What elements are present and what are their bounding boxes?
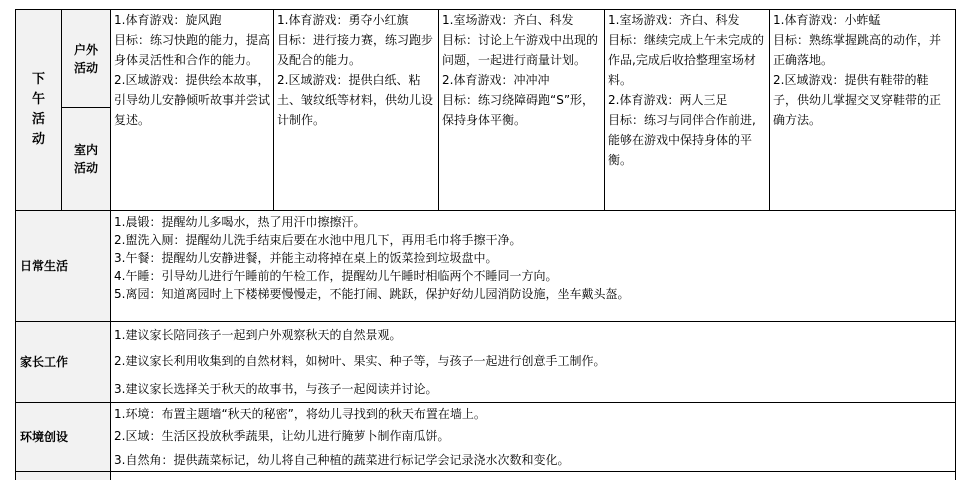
list-item: 1.环境：布置主题墙“秋天的秘密”，将幼儿寻找到的秋天布置在墙上。: [114, 407, 486, 421]
afternoon-day-3: 1.室场游戏：齐白、科发 目标：讨论上午游戏中出现的问题，一起进行商量计划。 2.体育游戏：冲冲冲 目标：练习绕障碍跑“S”形，保持身体平衡。: [439, 10, 605, 211]
parent-work-content: [111, 322, 956, 403]
list-item: 1.晨锻：提醒幼儿多喝水，热了用汗巾擦擦汗。: [114, 215, 366, 229]
indoor-activities-label: 室内活动: [62, 108, 111, 211]
afternoon-day-5: 1.体育游戏：小蚱蜢 目标：熟练掌握跳高的动作，并正确落地。 2.区域游戏：提供有鞋带的鞋子，供幼儿掌握交叉穿鞋带的正确方法。: [770, 10, 956, 211]
list-item: 5.离园：知道离园时上下楼梯要慢慢走，不能打闹、跳跃，保护好幼儿园消防设施，坐车戴头盔。: [114, 287, 630, 301]
afternoon-day-2: 1.体育游戏：勇夺小红旗 目标：进行接力赛，练习跑步及配合的能力。 2.区域游戏：提供白纸、粘土、皱纹纸等材料，供幼儿设计制作。: [274, 10, 439, 211]
list-item: 4.午睡：引导幼儿进行午睡前的午检工作，提醒幼儿午睡时相临两个不睡同一方向。: [114, 269, 558, 283]
daily-life-content: [111, 211, 956, 322]
next-row-label-stub: [16, 472, 111, 481]
daily-life-label: 日常生活: [16, 211, 111, 322]
list-item: 2.建议家长利用收集到的自然材料，如树叶、果实、种子等，与孩子一起进行创意手工制作。: [114, 354, 606, 368]
list-item: 1.建议家长陪同孩子一起到户外观察秋天的自然景观。: [114, 328, 402, 342]
weekly-plan-table: [15, 9, 956, 480]
afternoon-day-1: 1.体育游戏：旋风跑 目标：练习快跑的能力，提高身体灵活性和合作的能力。 2.区域游戏：提供绘本故事，引导幼儿安静倾听故事并尝试复述。: [111, 10, 274, 211]
afternoon-activities-label: 下午活动: [16, 10, 62, 211]
next-row-content-stub: [111, 472, 956, 481]
afternoon-day-4: 1.室场游戏：齐白、科发 目标：继续完成上午未完成的作品,完成后收拾整理室场材料。 2.体育游戏：两人三足 目标：练习与同伴合作前进,能够在游戏中保持身体的平衡。: [605, 10, 770, 211]
parent-work-label: 家长工作: [16, 322, 111, 403]
list-item: 3.建议家长选择关于秋天的故事书，与孩子一起阅读并讨论。: [114, 382, 438, 396]
list-item: 2.盥洗入厕：提醒幼儿洗手结束后要在水池中甩几下，再用毛巾将手擦干净。: [114, 233, 522, 247]
list-item: 2.区域：生活区投放秋季蔬果，让幼儿进行腌萝卜制作南瓜饼。: [114, 429, 450, 443]
environment-content: [111, 403, 956, 472]
list-item: 3.自然角：提供蔬菜标记，幼儿将自己种植的蔬菜进行标记学会记录浇水次数和变化。: [114, 453, 570, 467]
outdoor-activities-label: 户外活动: [62, 10, 111, 108]
list-item: 3.午餐：提醒幼儿安静进餐，并能主动将掉在桌上的饭菜捡到垃圾盘中。: [114, 251, 498, 265]
environment-label: 环境创设: [16, 403, 111, 472]
